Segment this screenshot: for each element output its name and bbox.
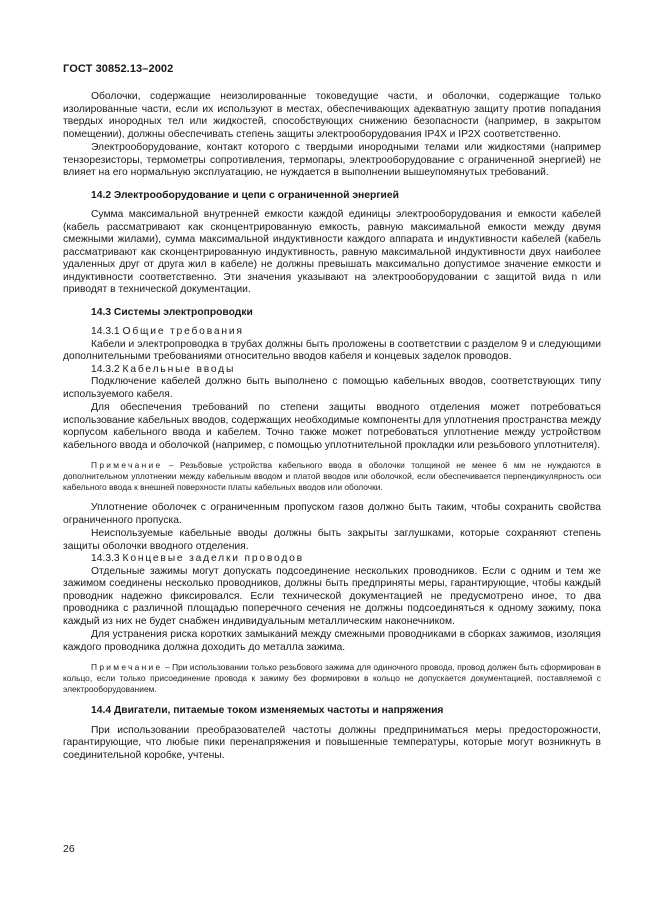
note-text: – Резьбовые устройства кабельного ввода в оболочки толщиной не менее 6 мм не нуждаются в дополнительном уплотнении между кабельным вводом и платой вводов или оболочкой, если обеспечивается перпендикулярность оси кабельного ввода к внешней поверхности платы кабельных вводов или оболочки. xyxy=(63,460,602,492)
note-text: – При использовании только резьбового зажима для одиночного провода, провод должен быть сформирован в кольцо, если только присоединение провода к зажиму без формировки в кольцо не допускается документацией, поставляемой с электрооборудованием. xyxy=(63,662,601,694)
paragraph: Кабели и электропроводка в трубах должны быть проложены в соответствии с разделом 9 и следующими дополнительными требованиями относительно вводов кабеля и концевых заделок проводов. xyxy=(63,338,601,362)
subsection-number: 14.3.1 xyxy=(91,326,120,337)
note xyxy=(63,662,601,695)
subsection-title: Концевые заделки проводов xyxy=(122,553,304,564)
section-heading-14-4: 14.4 Двигатели, питаемые током изменяемых частоты и напряжения xyxy=(91,705,444,716)
section-heading-14-2: 14.2 Электрооборудование и цепи с ограниченной энергией xyxy=(91,189,399,201)
paragraph: Для обеспечения требований по степени защиты вводного отделения может потребоваться использование кабельных вводов, содержащих необходимые компоненты для уплотнения пространства между корпусом кабельного ввода и кабелем. Точно также может потребоваться уплотнение между устройством кабельного ввода и оболочкой (например, с помощью уплотнительной прокладки или резьбового уплотнителя). xyxy=(63,402,601,451)
paragraph: Сумма максимальной внутренней емкости каждой единицы электрооборудования и емкости кабелей (кабель рассматривают как сконцентрированную емкость, равную максимальной емкости между двумя смежными жилами), сумма максимальной индуктивности каждого аппарата и индуктивности кабелей (кабель рассматривают как сконцентрированную индуктивность, равную максимальной индуктивности двух наиболее удаленных друг от друга жил в кабеле) не должны превышать максимально допустимое значение емкости и индуктивности соответственно. Эти значения указывают на электрооборудовании с защитой вида n или приводят в технической документации. xyxy=(63,209,601,295)
note-label: Примечание xyxy=(91,460,163,470)
note-label: Примечание xyxy=(91,662,163,672)
paragraph: При использовании преобразователей частоты должны предприниматься меры предосторожности, гарантирующие, что любые пики перенапряжения и повышенные температуры, которые могут возникнуть в соединительной коробке, учтены. xyxy=(63,724,601,761)
page-number: 26 xyxy=(63,843,75,855)
subsection-title: Общие требования xyxy=(122,326,244,337)
subsection-heading-14-3-1 xyxy=(63,326,601,339)
paragraph: Электрооборудование, контакт которого с твердыми инородными телами или жидкостями (например тензорезисторы, термометры сопротивления, термопары, электрооборудование с ограниченной энергией) не влияет на его нормальную эксплуатацию, не нуждается в выполнении вышеупомянутых требований. xyxy=(63,142,601,178)
subsection-title: Кабельные вводы xyxy=(122,363,236,375)
subsection-number: 14.3.3 xyxy=(91,553,120,564)
paragraph: Неиспользуемые кабельные вводы должны быть закрыты заглушками, которые сохраняют степень защиты оболочки вводного отделения. xyxy=(63,528,601,552)
note xyxy=(63,460,601,493)
paragraph: Подключение кабелей должно быть выполнено с помощью кабельных вводов, соответствующих типу используемого кабеля. xyxy=(63,376,601,400)
paragraph: Оболочки, содержащие неизолированные токоведущие части, и оболочки, содержащие только изолированные части, если их используют в местах, обеспечивающих адекватную защиту против попадания твердых инородных тел или жидкостей, способствующих снижению безопасности (например, в закрытом помещении), должны обеспечивать степень защиты электрооборудования IP4X и IP2X соответственно. xyxy=(63,91,601,140)
section-heading-14-3: 14.3 Системы электропроводки xyxy=(91,306,253,318)
subsection-number: 14.3.2 xyxy=(91,363,120,375)
standard-header: ГОСТ 30852.13–2002 xyxy=(63,63,174,75)
page-body xyxy=(63,91,601,762)
paragraph: Отдельные зажимы могут допускать подсоединение нескольких проводников. Если с одним и тем же зажимом соединены несколько проводников, должны быть предприняты меры, гарантирующие, чтобы каждый проводник надежно фиксировался. Если технической документацией не предусмотрено иное, то два проводника с различной площадью поперечного сечения не должны подсоединяться к одному зажиму, пока каждый из них не будет снабжен индивидуальным металлическим наконечником. xyxy=(63,565,601,627)
subsection-heading-14-3-2 xyxy=(63,364,601,377)
paragraph: Для устранения риска коротких замыканий между смежными проводниками в сборках зажимов, изоляция каждого проводника должна доходить до металла зажима. xyxy=(63,629,601,653)
paragraph: Уплотнение оболочек с ограниченным пропуском газов должно быть таким, чтобы сохранить свойства ограниченного пропуска. xyxy=(63,502,601,526)
subsection-heading-14-3-3 xyxy=(63,553,601,566)
